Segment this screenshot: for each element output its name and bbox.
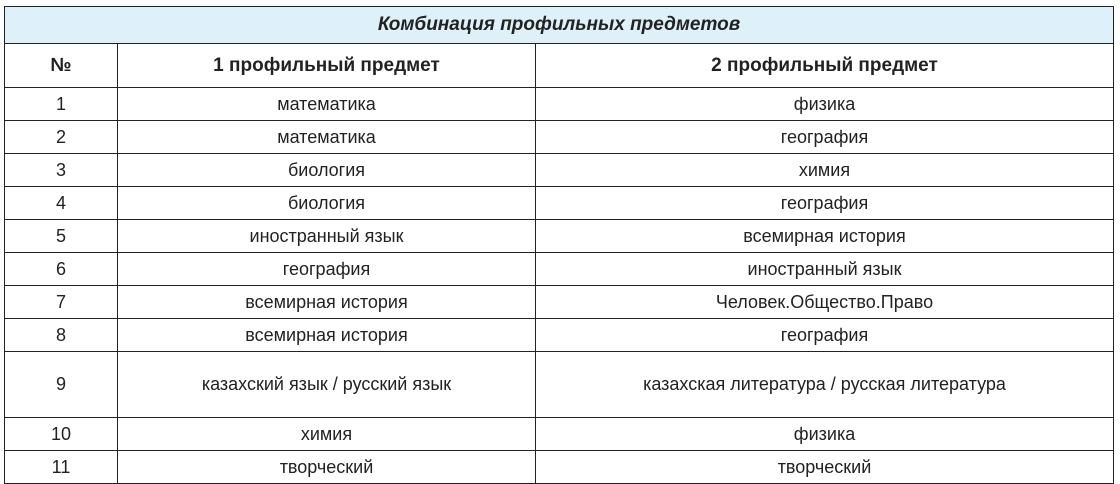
row-number: 10 [5,418,118,451]
first-subject-cell: математика [118,88,536,121]
second-subject-cell: иностранный язык [536,253,1114,286]
row-number: 3 [5,154,118,187]
first-subject-cell: казахский язык / русский язык [118,352,536,418]
row-number: 1 [5,88,118,121]
header-second-subject: 2 профильный предмет [536,44,1114,88]
row-number: 7 [5,286,118,319]
row-number: 4 [5,187,118,220]
table-row [5,352,1114,418]
table-row [5,253,1114,286]
row-number: 6 [5,253,118,286]
table-row [5,451,1114,484]
first-subject-cell: математика [118,121,536,154]
second-subject-cell: казахская литература / русская литература [536,352,1114,418]
first-subject-cell: география [118,253,536,286]
table-row [5,319,1114,352]
table-row [5,286,1114,319]
second-subject-cell: география [536,319,1114,352]
table-row [5,418,1114,451]
second-subject-cell: география [536,121,1114,154]
subject-combination-table-container [4,6,1113,479]
second-subject-cell: физика [536,88,1114,121]
header-first-subject: 1 профильный предмет [118,44,536,88]
table-row [5,121,1114,154]
second-subject-cell: физика [536,418,1114,451]
table-row [5,154,1114,187]
first-subject-cell: биология [118,187,536,220]
header-number: № [5,44,118,88]
row-number: 8 [5,319,118,352]
first-subject-cell: всемирная история [118,319,536,352]
table-row [5,88,1114,121]
second-subject-cell: всемирная история [536,220,1114,253]
first-subject-cell: иностранный язык [118,220,536,253]
subject-combination-table [4,6,1114,484]
first-subject-cell: химия [118,418,536,451]
table-row [5,220,1114,253]
table-caption: Комбинация профильных предметов [5,7,1114,44]
table-row [5,187,1114,220]
header-row [5,44,1114,88]
row-number: 2 [5,121,118,154]
row-number: 11 [5,451,118,484]
first-subject-cell: всемирная история [118,286,536,319]
second-subject-cell: творческий [536,451,1114,484]
row-number: 9 [5,352,118,418]
row-number: 5 [5,220,118,253]
second-subject-cell: география [536,187,1114,220]
caption-row [5,7,1114,44]
first-subject-cell: творческий [118,451,536,484]
second-subject-cell: химия [536,154,1114,187]
second-subject-cell: Человек.Общество.Право [536,286,1114,319]
first-subject-cell: биология [118,154,536,187]
